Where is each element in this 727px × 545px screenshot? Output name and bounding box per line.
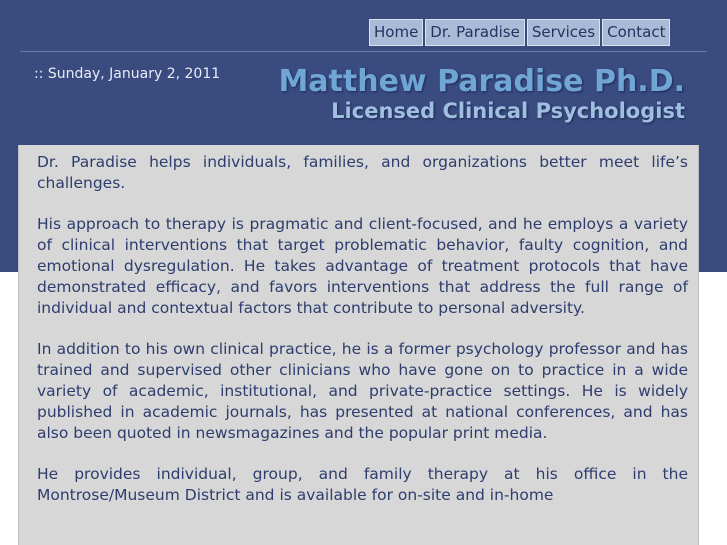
content-paragraph: His approach to therapy is pragmatic and client-focused, and he employs a variety of clinical interventions that target problematic behavior, faulty cognition, and emotional dysregulation. He takes advantage of treatment protocols that have demonstrated efficacy, and favors interventions that address the full range of individual and contextual factors that contribute to personal adversity. [37, 215, 688, 317]
content-paragraph: Dr. Paradise helps individuals, families, and organizations better meet life’s challenges. [37, 153, 688, 192]
main-content [18, 145, 699, 545]
content-paragraph: He provides individual, group, and family therapy at his office in the Montrose/Museum District and is available for on-site and in-home [37, 465, 688, 504]
nav-contact-link[interactable]: Contact [602, 19, 670, 46]
site-subtitle: Licensed Clinical Psychologist [331, 99, 685, 123]
nav-home-link[interactable]: Home [369, 19, 423, 46]
main-nav [369, 19, 670, 46]
site-title: Matthew Paradise Ph.D. [278, 64, 685, 99]
current-date: :: Sunday, January 2, 2011 [34, 66, 221, 82]
header-divider [20, 51, 707, 52]
nav-dr-paradise-link[interactable]: Dr. Paradise [425, 19, 525, 46]
content-paragraph: In addition to his own clinical practice, he is a former psychology professor and has trained and supervised other clinicians who have gone on to practice in a wide variety of academic, institutional, and private-practice settings. He is widely published in academic journals, has presented at national conferences, and has also been quoted in newsmagazines and the popular print media. [37, 340, 688, 442]
nav-services-link[interactable]: Services [527, 19, 600, 46]
